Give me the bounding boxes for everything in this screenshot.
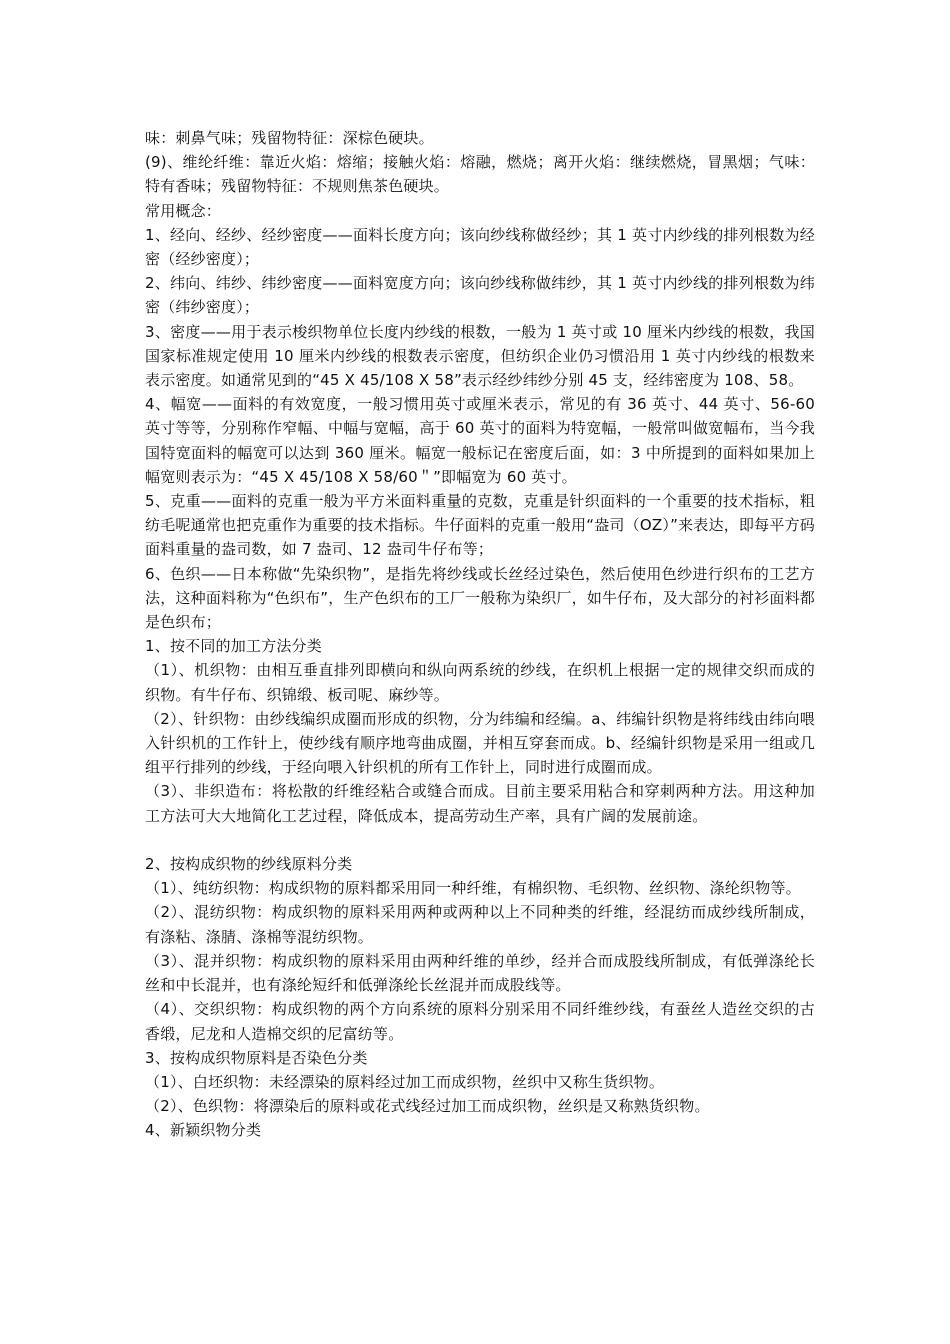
paragraph-mixed-ply: （3）、混并织物：构成织物的原料采用由两种纤维的单纱，经并合而成股线所制成，有低弹涤纶长丝和中长混并，也有涤纶短纤和低弹涤纶长丝混并而成股线等。 [145,951,815,995]
paragraph-colored-woven: （2）、色织物：将漂染后的原料或花式线经过加工而成织物，丝织是又称熟货织物。 [145,1097,710,1116]
paragraph-warp: 1、经向、经纱、经纱密度——面料长度方向；该向纱线称做经纱；其 1 英寸内纱线的排列根数为经密（经纱密度）； [145,225,815,269]
paragraph-nonwoven-fabric: （3）、非织造布：将松散的纤维经粘合或缝合而成。目前主要采用粘合和穿刺两种方法。用这种加工方法可大大地简化工艺过程，降低成本，提高劳动生产率，具有广阔的发展前途。 [145,782,815,825]
paragraph-weft: 2、纬向、纬纱、纬纱密度——面料宽度方向；该向纱线称做纬纱，其 1 英寸内纱线的排列根数为纬密（纬纱密度）； [145,274,815,317]
paragraph-woven-fabric: （1）、机织物：由相互垂直排列即横向和纵向两系统的纱线，在织机上根据一定的规律交织而成的织物。有牛仔布、织锦缎、板司呢、麻纱等。 [145,661,815,704]
paragraph-interwoven: （4）、交织织物：构成织物的两个方向系统的原料分别采用不同纤维纱线，有蚕丝人造丝交织的古香缎，尼龙和人造棉交织的尼富纺等。 [145,1000,815,1043]
paragraph-vinylon-fiber: (9)、维纶纤维：靠近火焰：熔缩；接触火焰：熔融，燃烧；离开火焰：继续燃烧，冒黑烟；气味：特有香味；残留物特征：不规则焦茶色硬块。 [145,153,815,196]
heading-processing-method: 1、按不同的加工方法分类 [145,637,322,656]
paragraph-yarn-dyed: 6、色织——日本称做“先染织物”，是指先将纱线或长丝经过染色，然后使用色纱进行织布的工艺方法，这种面料称为“色织布”，生产色织布的工厂一般称为染织厂，如牛仔布，及大部分的衬衫面料都是色织布； [145,564,815,632]
heading-common-concepts: 常用概念： [145,201,222,220]
paragraph-width: 4、幅宽——面料的有效宽度，一般习惯用英寸或厘米表示，常见的有 36 英寸、44 英寸、56-60 英寸等等，分别称作窄幅、中幅与宽幅，高于 60 英寸的面料为特宽幅，一般常叫做宽幅布，当今我国特宽面料的幅宽可以达到 360 厘米。幅宽一般标记在密度后面，如：3 中所提到的面料如果加上幅宽则表示为：“45 X 45/108 X 58/60＂”即幅宽为 60 英寸。 [145,395,815,486]
paragraph-greige: （1）、白坯织物：未经漂染的原料经过加工而成织物，丝织中又称生货织物。 [145,1072,665,1091]
paragraph-weight: 5、克重——面料的克重一般为平方米面料重量的克数，克重是针织面料的一个重要的技术指标，粗纺毛呢通常也把克重作为重要的技术指标。牛仔面料的克重一般用“盎司（OZ）”来表达，即每平方码面料重量的盎司数，如 7 盎司、12 盎司牛仔布等； [145,492,815,559]
paragraph-blended: （2）、混纺织物：构成织物的原料采用两种或两种以上不同种类的纤维，经混纺而成纱线所制成，有涤粘、涤腈、涤棉等混纺织物。 [145,903,815,946]
document-body [145,126,815,1143]
paragraph-density: 3、密度——用于表示梭织物单位长度内纱线的根数，一般为 1 英寸或 10 厘米内纱线的根数，我国国家标准规定使用 10 厘米内纱线的根数表示密度，但纺织企业仍习惯沿用 1 英寸内纱线的根数来表示密度。如通常见到的“45 X 45/108 X 58”表示经纱纬纱分别 45 支，经纬密度为 108、58。 [145,322,815,390]
paragraph-odor-continued: 味：刺鼻气味；残留物特征：深棕色硬块。 [145,129,434,147]
heading-yarn-material: 2、按构成织物的纱线原料分类 [145,855,353,874]
paragraph-knitted-fabric: （2）、针织物：由纱线编织成圈而形成的织物，分为纬编和经编。a、纬编针织物是将纬线由纬向喂入针织机的工作针上，使纱线有顺序地弯曲成圈，并相互穿套而成。b、经编针织物是采用一组或几组平行排列的纱线，于经向喂入针织机的所有工作针上，同时进行成圈而成。 [145,709,815,777]
heading-dyeing: 3、按构成织物原料是否染色分类 [145,1048,368,1067]
paragraph-pure-spun: （1）、纯纺织物：构成织物的原料都采用同一种纤维，有棉织物、毛织物、丝织物、涤纶织物等。 [145,879,801,898]
blank-line [145,828,815,852]
heading-novel-fabrics: 4、新颖织物分类 [145,1121,262,1140]
